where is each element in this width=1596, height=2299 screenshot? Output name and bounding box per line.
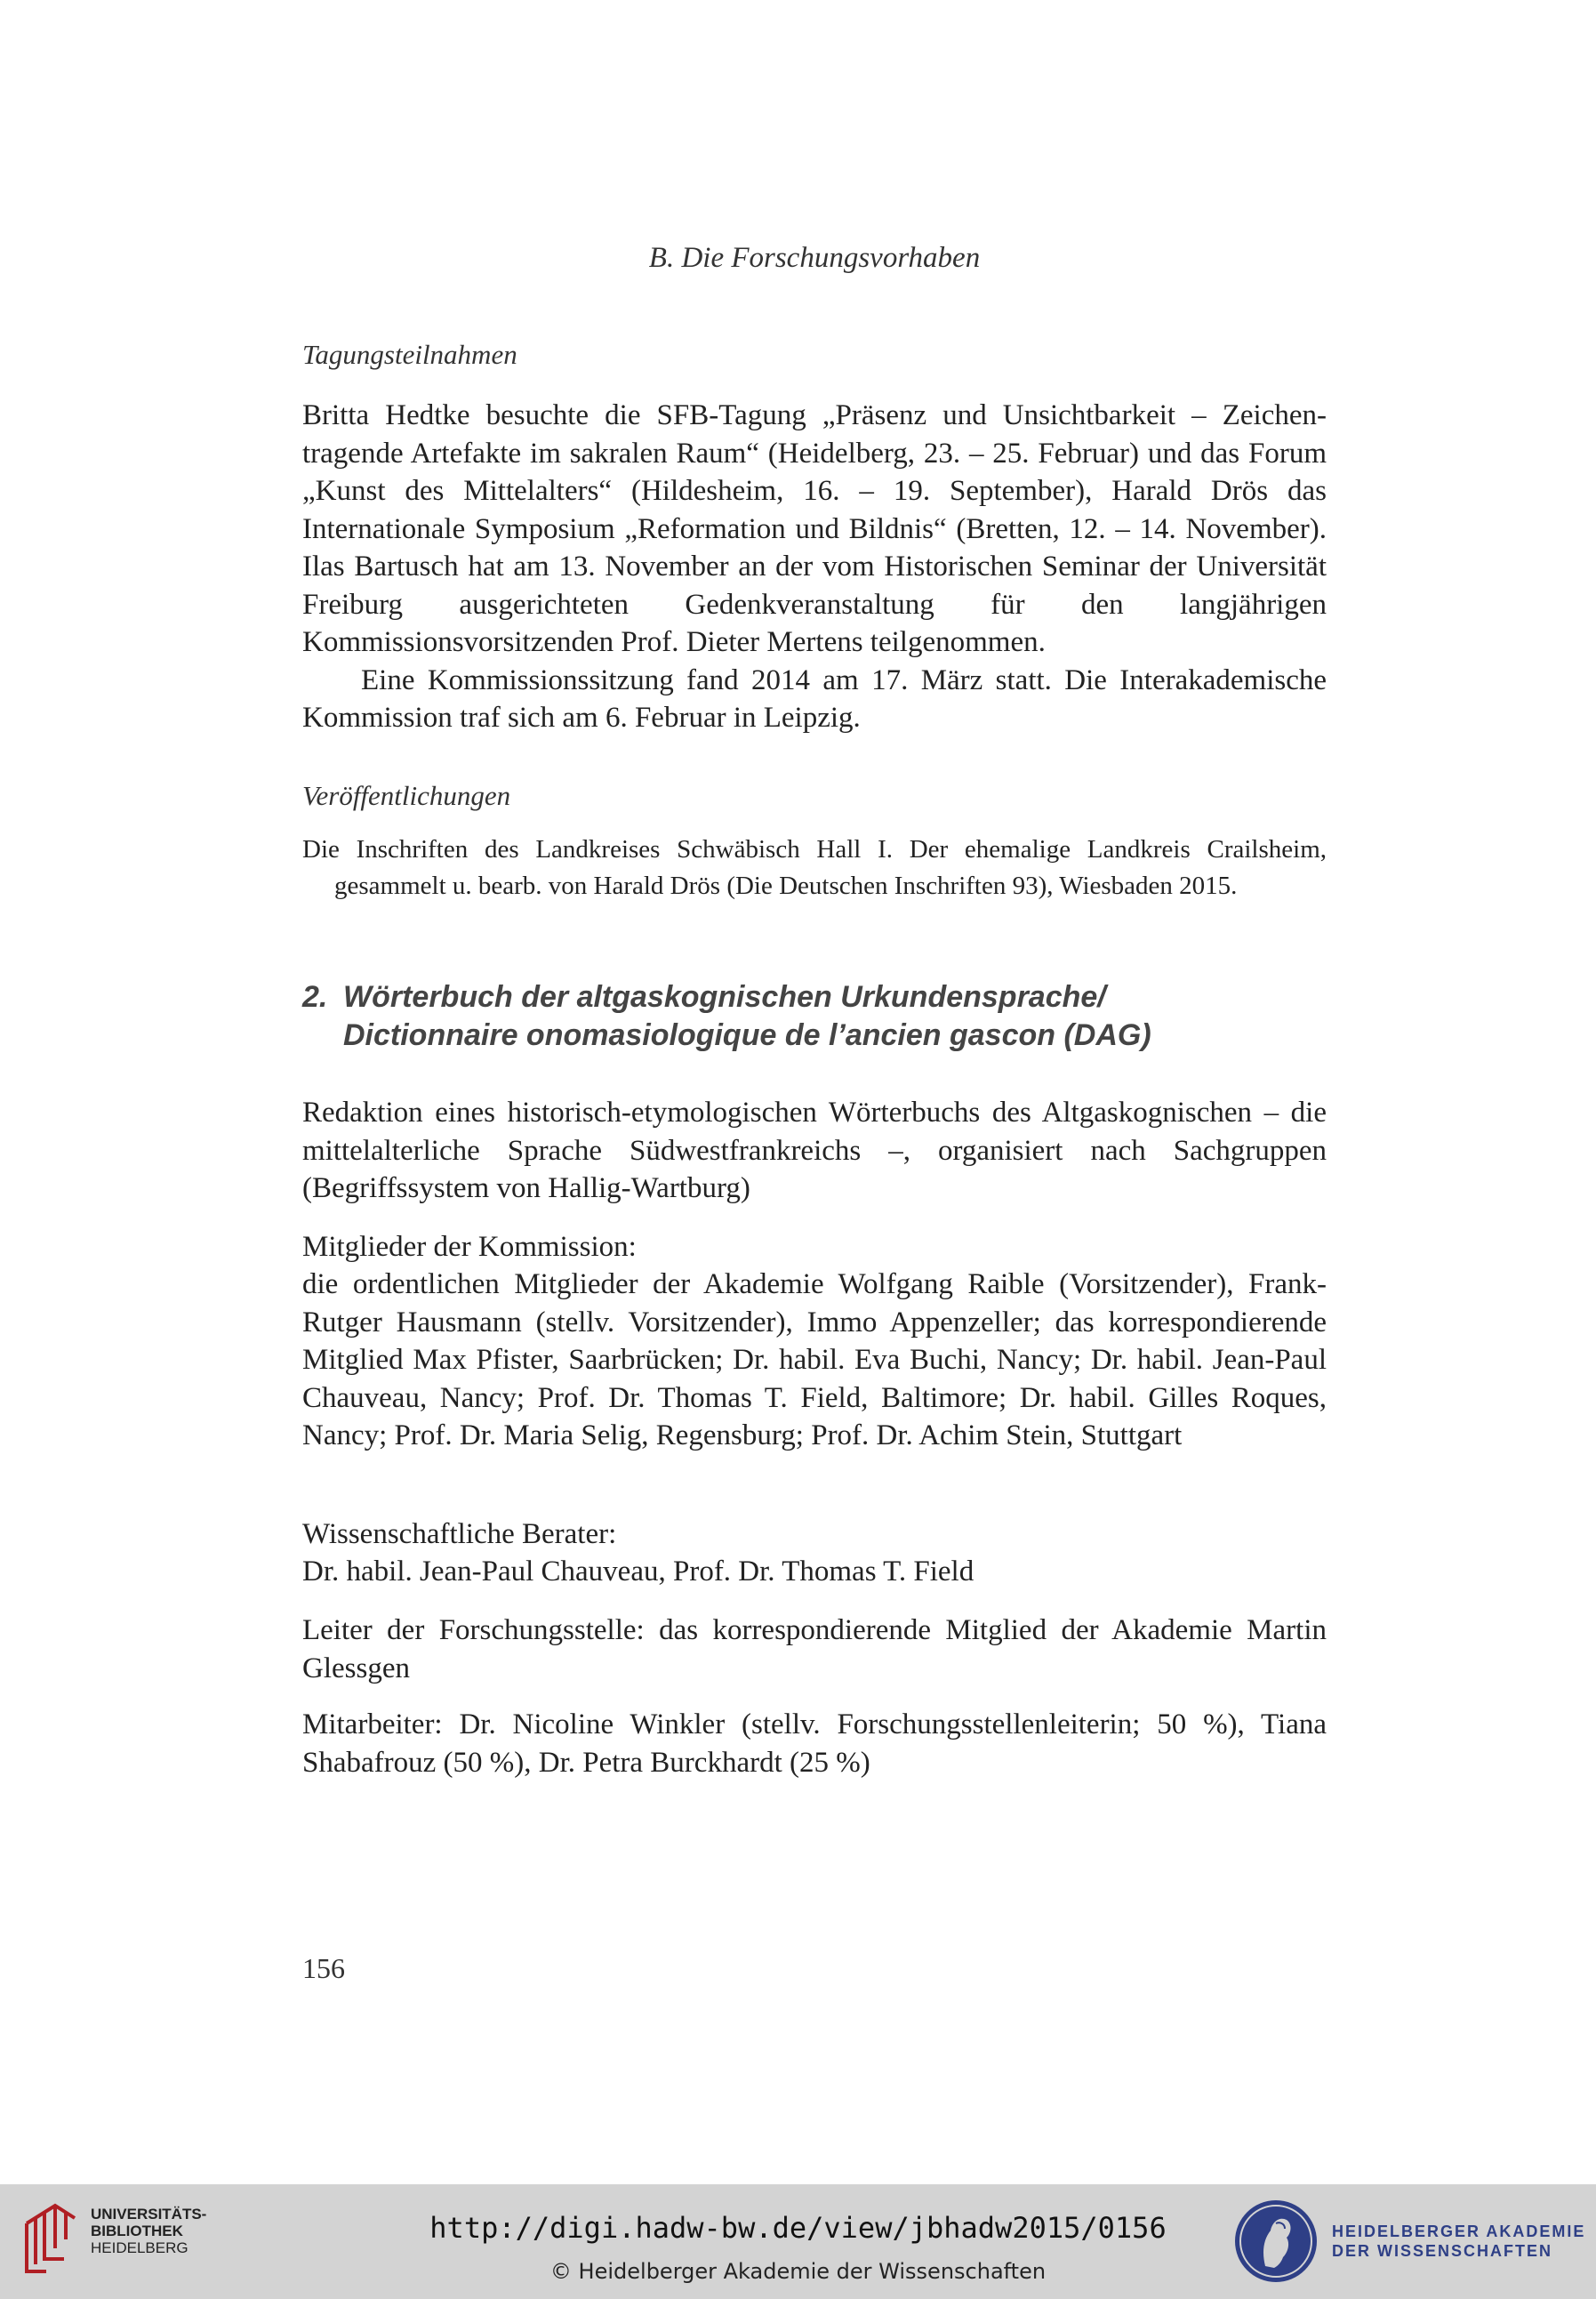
academy-name	[1332, 2222, 1585, 2261]
section-title-line1: Wörterbuch der altgaskognischen Urkundensprache/	[343, 980, 1106, 1014]
academy-seal-icon	[1231, 2197, 1320, 2286]
section-heading	[302, 978, 1327, 1055]
project-description: Redaktion eines historisch-etymologischen Wörterbuchs des Altgaskognischen – die mittelalterliche Sprache Südwestfrankreichs –, organisiert nach Sachgruppen (Begriffssystem von Hallig-Wartburg)	[302, 1097, 1327, 1204]
ub-name-line2: BIBLIOTHEK	[91, 2223, 183, 2239]
publication-entry: Die Inschriften des Landkreises Schwäbisch Hall I. Der ehemalige Landkreis Crailsheim, gesammelt u. bearb. von Harald Drös (Die Deutschen Inschriften 93), Wiesbaden 2015.	[302, 835, 1327, 900]
copyright-notice: © Heidelberger Akademie der Wissenschaften	[549, 2259, 1047, 2284]
academy-name-line1: HEIDELBERGER AKADEMIE	[1332, 2223, 1586, 2240]
conference-text	[302, 397, 1327, 737]
permalink-url[interactable]: http://digi.hadw-bw.de/view/jbhadw2015/0156	[429, 2211, 1167, 2245]
conference-heading: Tagungsteilnahmen	[302, 339, 517, 370]
members-text: die ordentlichen Mitglieder der Akademie Wolfgang Raible (Vorsitzender), Frank-Rutger Hausmann (stellv. Vorsitzender), Immo Appenzeller; das korrespondierende Mitglied Max Pfister, Saarbrücken; Dr. habil. Eva Buchi, Nancy; Dr. habil. Jean-Paul Chauveau, Nancy; Prof. Dr. Thomas T. Field, Baltimore; Dr. habil. Gilles Roques, Nancy; Prof. Dr. Maria Selig, Regensburg; Prof. Dr. Achim Stein, Stuttgart	[302, 1268, 1327, 1451]
footer-bar	[0, 2184, 1596, 2299]
staff-text: Mitarbeiter: Dr. Nicoline Winkler (stellv. Forschungsstellenleiterin; 50 %), Tiana Shabafrouz (50 %), Dr. Petra Burckhardt (25 %)	[302, 1708, 1327, 1779]
academy-name-line2: DER WISSENSCHAFTEN	[1332, 2242, 1553, 2260]
advisors-text: Dr. habil. Jean-Paul Chauveau, Prof. Dr. Thomas T. Field	[302, 1555, 974, 1588]
publications-heading: Veröffentlichungen	[302, 780, 511, 811]
section-title-line2: Dictionnaire onomasiologique de l’ancien gascon (DAG)	[343, 1018, 1151, 1052]
section-number: 2.	[302, 980, 328, 1014]
members-label: Mitglieder der Kommission:	[302, 1231, 637, 1263]
ub-name-line1: UNIVERSITÄTS-	[91, 2206, 207, 2223]
running-head: B. Die Forschungsvorhaben	[648, 242, 981, 274]
advisors-label: Wissenschaftliche Berater:	[302, 1518, 617, 1550]
head-of-research-text: Leiter der Forschungsstelle: das korrespondierende Mitglied der Akademie Martin Glessgen	[302, 1614, 1327, 1684]
page-number: 156	[302, 1952, 345, 1984]
conference-paragraph: Eine Kommissionssitzung fand 2014 am 17. März statt. Die Interakademische Kommission traf sich am 6. Februar in Leipzig.	[302, 663, 1327, 734]
ub-name-line3: HEIDELBERG	[91, 2239, 188, 2256]
conference-paragraph: Britta Hedtke besuchte die SFB-Tagung „Präsenz und Unsichtbarkeit – Zeichentragende Artefakte im sakralen Raum“ (Heidelberg, 23. – 25. Februar) und das Forum „Kunst des Mittelalters“ (Hildesheim, 16. – 19. September), Harald Drös das Internationale Symposium „Reformation und Bildnis“ (Bretten, 12. – 14. November). Ilas Bartusch hat am 13. November an der vom Historischen Seminar der Universität Freiburg ausgerichteten Gedenkveranstaltung für den langjährigen Kommissionsvorsitzenden Prof. Dieter Mertens teilgenommen.	[302, 399, 1327, 658]
